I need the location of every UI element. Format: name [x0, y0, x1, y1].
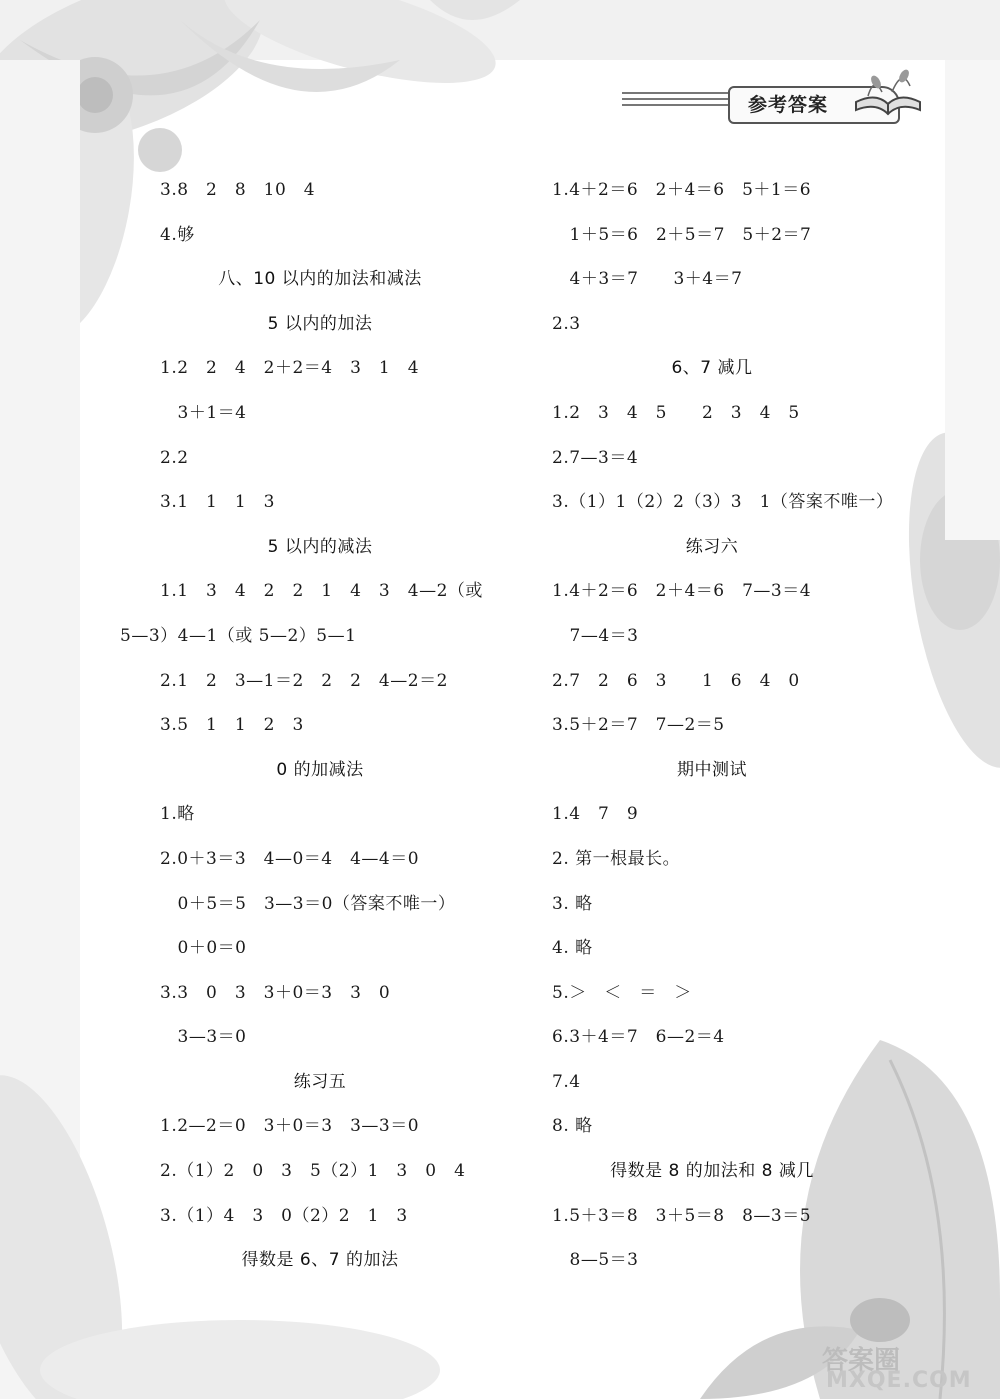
answer-line: 0＋0＝0	[160, 938, 247, 959]
watermark-logo: 答案圈	[822, 1346, 901, 1376]
answer-line: 2.7—3＝4	[552, 447, 639, 468]
answer-line: 1＋5＝6 2＋5＝7 5＋2＝7	[552, 224, 812, 245]
book-icon	[848, 62, 928, 120]
answer-line: 4. 略	[552, 938, 593, 959]
watermark-url: MXQE.COM	[826, 1368, 972, 1393]
answer-line: 6.3＋4＝7 6—2＝4	[552, 1027, 725, 1048]
answer-line: 3.8 2 8 10 4	[160, 180, 316, 200]
answer-line: 1.5＋3＝8 3＋5＝8 8—3＝5	[552, 1205, 812, 1226]
answer-line: 1.2 3 4 5 2 3 4 5	[552, 402, 800, 423]
right-answer-column	[512, 168, 912, 1283]
answer-line: 3.（1）1（2）2（3）3 1（答案不唯一）	[552, 492, 894, 513]
page-header-title: 参考答案	[748, 94, 829, 116]
answer-line: 8—5＝3	[552, 1250, 639, 1271]
section-heading: 6、7 减几	[671, 358, 753, 379]
answer-line: 3—3＝0	[160, 1027, 247, 1048]
answer-line: 3.5＋2＝7 7—2＝5	[552, 715, 725, 736]
section-heading: 5 以内的减法	[267, 536, 373, 557]
answer-line: 4.够	[160, 224, 195, 245]
answer-line: 2.2	[160, 447, 189, 468]
section-heading: 练习六	[685, 536, 739, 557]
section-heading: 得数是 8 的加法和 8 减几	[610, 1161, 814, 1182]
answer-line: 5—3）4—1（或 5—2）5—1	[120, 625, 357, 646]
answer-line: 1.4 7 9	[552, 804, 639, 825]
answer-line: 5.＞ ＜ ＝ ＞	[552, 982, 692, 1003]
answer-line: 4＋3＝7 3＋4＝7	[552, 269, 743, 290]
answer-line: 2. 第一根最长。	[552, 848, 681, 869]
section-heading: 得数是 6、7 的加法	[241, 1250, 399, 1271]
answer-line: 1.4＋2＝6 2＋4＝6 5＋1＝6	[552, 180, 812, 200]
section-heading: 0 的加减法	[276, 759, 364, 780]
answer-line: 8. 略	[552, 1116, 593, 1137]
answer-line: 2.3	[552, 313, 581, 334]
answer-line: 2.0＋3＝3 4—0＝4 4—4＝0	[160, 848, 420, 869]
section-heading: 期中测试	[677, 759, 747, 780]
answer-line: 1.2 2 4 2＋2＝4 3 1 4	[160, 358, 420, 379]
answer-line: 1.2—2＝0 3＋0＝3 3—3＝0	[160, 1116, 420, 1137]
answer-line: 1.4＋2＝6 2＋4＝6 7—3＝4	[552, 581, 812, 602]
section-heading: 八、10 以内的加法和减法	[218, 269, 422, 290]
answer-line: 3＋1＝4	[160, 402, 247, 423]
answer-line: 2.1 2 3—1＝2 2 2 4—2＝2	[160, 670, 448, 691]
answer-line: 7.4	[552, 1071, 581, 1092]
answer-line: 3.（1）4 3 0（2）2 1 3	[160, 1205, 408, 1226]
answer-line: 3.1 1 1 3	[160, 492, 275, 513]
header-rule-lines	[622, 92, 728, 112]
left-answer-column	[120, 168, 520, 1283]
answer-line: 3. 略	[552, 893, 593, 914]
section-heading: 5 以内的加法	[267, 313, 373, 334]
answer-line: 0＋5＝5 3—3＝0（答案不唯一）	[160, 893, 456, 914]
answer-line: 1.略	[160, 804, 195, 825]
answer-line: 1.1 3 4 2 2 1 4 3 4—2（或	[160, 581, 483, 602]
answer-line: 3.5 1 1 2 3	[160, 715, 304, 736]
answer-line: 2.7 2 6 3 1 6 4 0	[552, 670, 800, 691]
section-heading: 练习五	[293, 1071, 347, 1092]
answer-line: 3.3 0 3 3＋0＝3 3 0	[160, 982, 391, 1003]
answer-line: 7—4＝3	[552, 625, 639, 646]
answer-line: 2.（1）2 0 3 5（2）1 3 0 4	[160, 1161, 466, 1182]
